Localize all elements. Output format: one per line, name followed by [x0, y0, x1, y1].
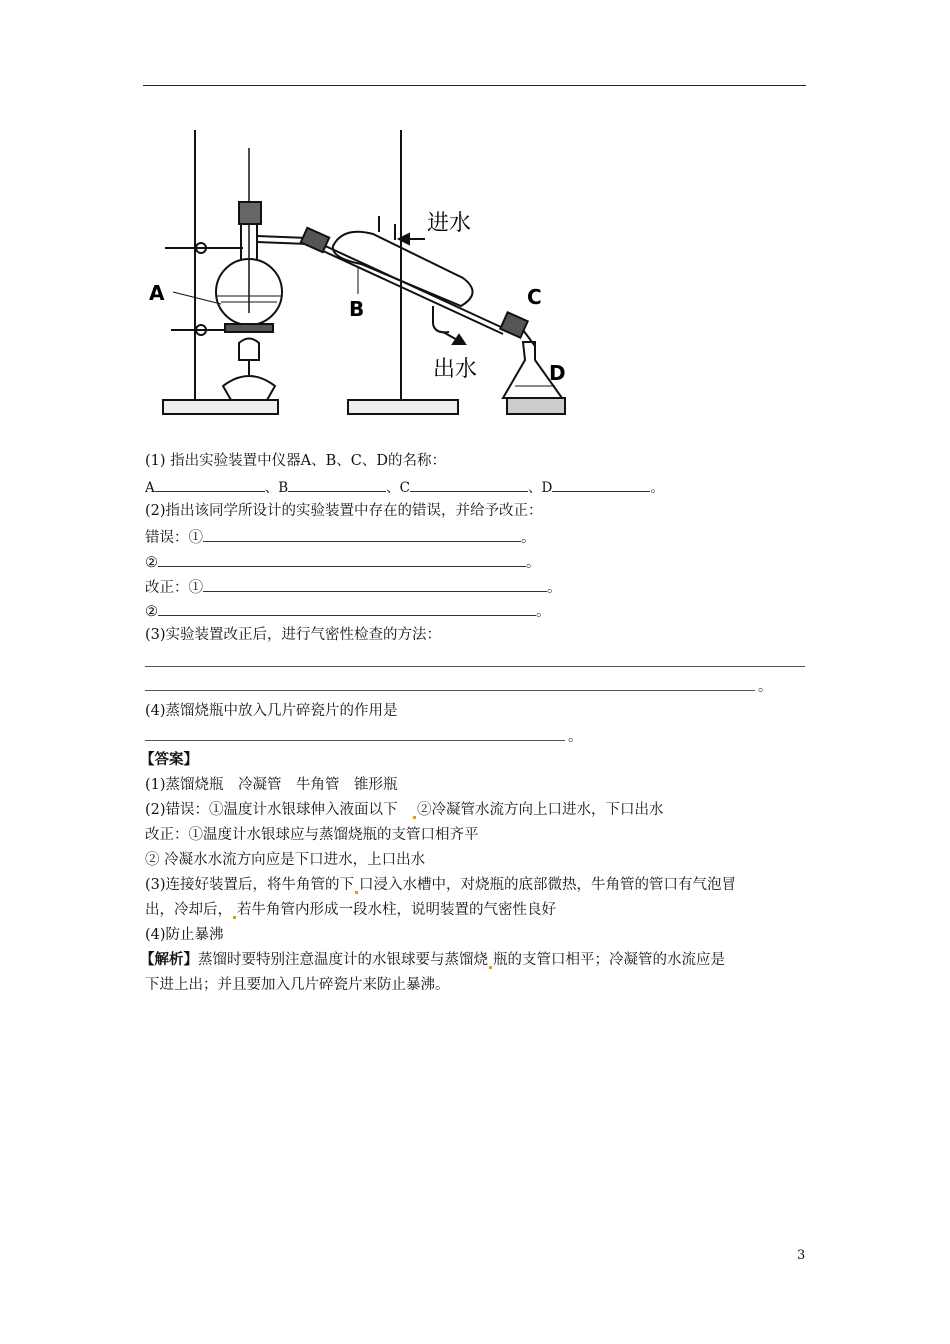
highlight-mark [233, 916, 236, 919]
q4-answer-line[interactable] [145, 740, 565, 741]
highlight-mark [489, 966, 492, 969]
fix2-end: 。 [536, 604, 551, 620]
highlight-mark [355, 891, 358, 894]
answer-3: 改正：①温度计水银球应与蒸馏烧瓶的支管口相齐平 [145, 827, 479, 843]
answer-heading: 【答案】 [140, 751, 198, 768]
answer-4: ② 冷凝水水流方向应是下口进水，上口出水 [145, 852, 426, 868]
analysis-line-1 [140, 951, 725, 969]
answer-5 [145, 876, 736, 894]
q2-fix1 [145, 577, 562, 597]
label-b: B [349, 297, 365, 321]
analysis-line1-part2: 瓶的支管口相平；冷凝管的水流应是 [493, 952, 725, 968]
analysis-label: 【解析】 [140, 951, 198, 968]
label-water-out: 出水 [433, 357, 478, 382]
q3-answer-line-1[interactable] [145, 666, 805, 667]
blank-b[interactable] [288, 477, 386, 492]
q4-text: (4)蒸馏烧瓶中放入几片碎瓷片的作用是 [145, 703, 398, 719]
blank-fix2[interactable] [158, 601, 536, 616]
fix1-end: 。 [547, 580, 562, 596]
err2-label: ② [145, 555, 158, 571]
answer-7: (4)防止暴沸 [145, 927, 224, 943]
answer-2 [145, 801, 664, 819]
stand-base-left [163, 400, 278, 414]
blank-a[interactable] [155, 477, 265, 492]
label-d: D [549, 361, 566, 385]
err2-end: 。 [526, 555, 541, 571]
err1-end: 。 [521, 530, 536, 546]
q2-err1 [145, 527, 536, 547]
blank-err1[interactable] [203, 527, 521, 542]
q1-d: 、D [528, 480, 553, 496]
q1-b: 、B [264, 480, 289, 496]
analysis-line-2: 下进上出；并且要加入几片碎瓷片来防止暴沸。 [145, 977, 450, 993]
blank-c[interactable] [410, 477, 528, 492]
blank-err2[interactable] [158, 552, 526, 567]
blank-d[interactable] [552, 477, 650, 492]
distillation-apparatus-figure [143, 128, 566, 424]
q1-text: (1) 指出实验装置中仪器A、B、C、D的名称： [145, 453, 446, 469]
answer-2-part2: ②冷凝管水流方向上口进水，下口出水 [417, 802, 664, 818]
q3-answer-line-2[interactable] [145, 690, 755, 691]
err1-label: 错误：① [145, 530, 203, 546]
q2-err2 [145, 552, 541, 572]
blank-fix1[interactable] [203, 577, 547, 592]
label-a: A [149, 281, 165, 305]
header-rule [143, 85, 806, 86]
answer-2-part1: (2)错误：①温度计水银球伸入液面以下 [145, 802, 413, 818]
fix1-label: 改正：① [145, 580, 203, 596]
answer-5-part1: (3)连接好装置后，将牛角管的下 [145, 877, 355, 893]
analysis-line1-part1: 蒸馏时要特别注意温度计的水银球要与蒸馏烧 [198, 952, 488, 968]
q1-end: 。 [650, 480, 664, 496]
q2-fix2 [145, 601, 551, 621]
answer-6 [145, 901, 556, 919]
highlight-mark [413, 816, 416, 819]
answer-6-part1: 出，冷却后， [145, 902, 232, 918]
q3-end: 。 [758, 679, 773, 695]
q4-end: 。 [568, 729, 583, 745]
answer-6-part2: 若牛角管内形成一段水柱，说明装置的气密性良好 [237, 902, 556, 918]
label-water-in: 进水 [427, 211, 472, 236]
page-number: 3 [797, 1248, 806, 1263]
q1-blanks [145, 477, 664, 497]
answer-1: (1)蒸馏烧瓶 冷凝管 牛角管 锥形瓶 [145, 777, 398, 793]
answer-5-part2: 口浸入水槽中，对烧瓶的底部微热，牛角管的管口有气泡冒 [359, 877, 737, 893]
q2-text: (2)指出该同学所设计的实验装置中存在的错误，并给予改正： [145, 503, 543, 519]
q1-c: 、C [386, 480, 411, 496]
fix2-label: ② [145, 604, 158, 620]
q1-a: A [145, 480, 155, 496]
q3-text: (3)实验装置改正后，进行气密性检查的方法： [145, 627, 442, 643]
label-c: C [527, 285, 542, 309]
